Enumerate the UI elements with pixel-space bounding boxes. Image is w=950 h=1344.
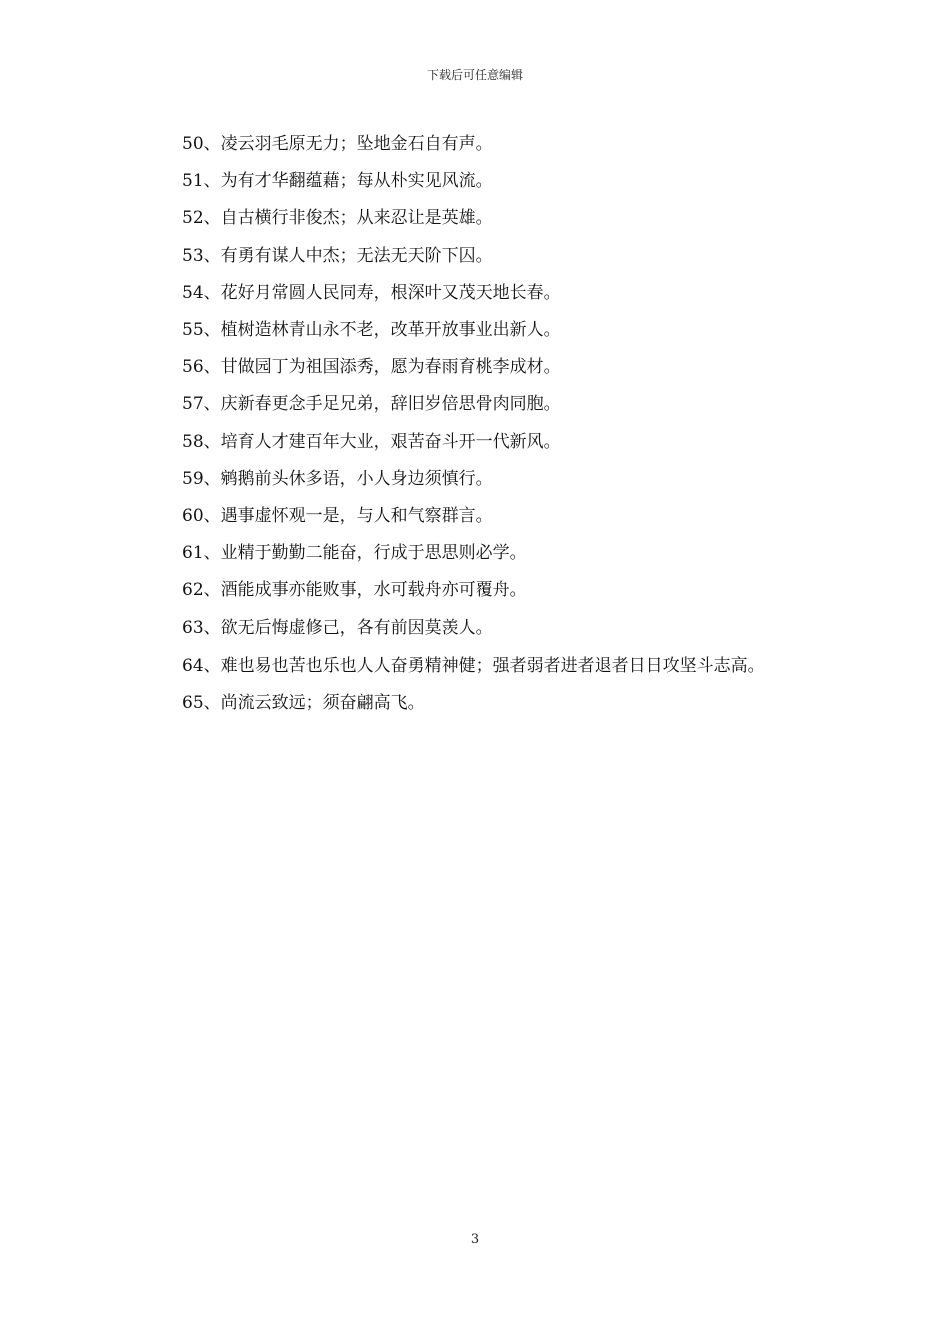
couplet-line-65: 65、尚流云致远；须奋翩高飞。 (182, 692, 425, 713)
couplet-line-57: 57、庆新春更念手足兄弟，辞旧岁倍思骨肉同胞。 (182, 394, 561, 415)
couplet-line-54: 54、花好月常圆人民同寿，根深叶又茂天地长春。 (182, 282, 561, 303)
couplet-line-62: 62、酒能成事亦能败事，水可载舟亦可覆舟。 (182, 580, 527, 601)
couplet-line-51: 51、为有才华翻蕴藉；每从朴实见风流。 (182, 171, 493, 192)
page-header: 下载后可任意编辑 (426, 68, 523, 82)
couplet-line-50: 50、凌云羽毛原无力；坠地金石自有声。 (182, 134, 493, 154)
page-number: 3 (470, 1232, 480, 1247)
couplet-line-58: 58、培育人才建百年大业，艰苦奋斗开一代新风。 (182, 431, 561, 452)
couplet-line-59: 59、鹓鹅前头休多语，小人身边须慎行。 (182, 468, 493, 489)
couplet-line-60: 60、遇事虚怀观一是，与人和气察群言。 (182, 506, 493, 527)
couplet-line-55: 55、植树造林青山永不老，改革开放事业出新人。 (182, 320, 561, 341)
document-body (145, 126, 815, 722)
couplet-line-63: 63、欲无后悔虚修己，各有前因莫羡人。 (182, 617, 493, 638)
couplet-line-64: 64、难也易也苦也乐也人人奋勇精神健；强者弱者进者退者日日攻坚斗志高。 (182, 655, 765, 676)
couplet-line-56: 56、甘做园丁为祖国添秀，愿为春雨育桃李成材。 (182, 357, 561, 378)
couplet-line-61: 61、业精于勤勤二能奋，行成于思思则必学。 (182, 543, 527, 564)
couplet-line-53: 53、有勇有谋人中杰；无法无天阶下囚。 (182, 245, 493, 266)
couplet-line-52: 52、自古横行非俊杰；从来忍让是英雄。 (182, 208, 493, 229)
